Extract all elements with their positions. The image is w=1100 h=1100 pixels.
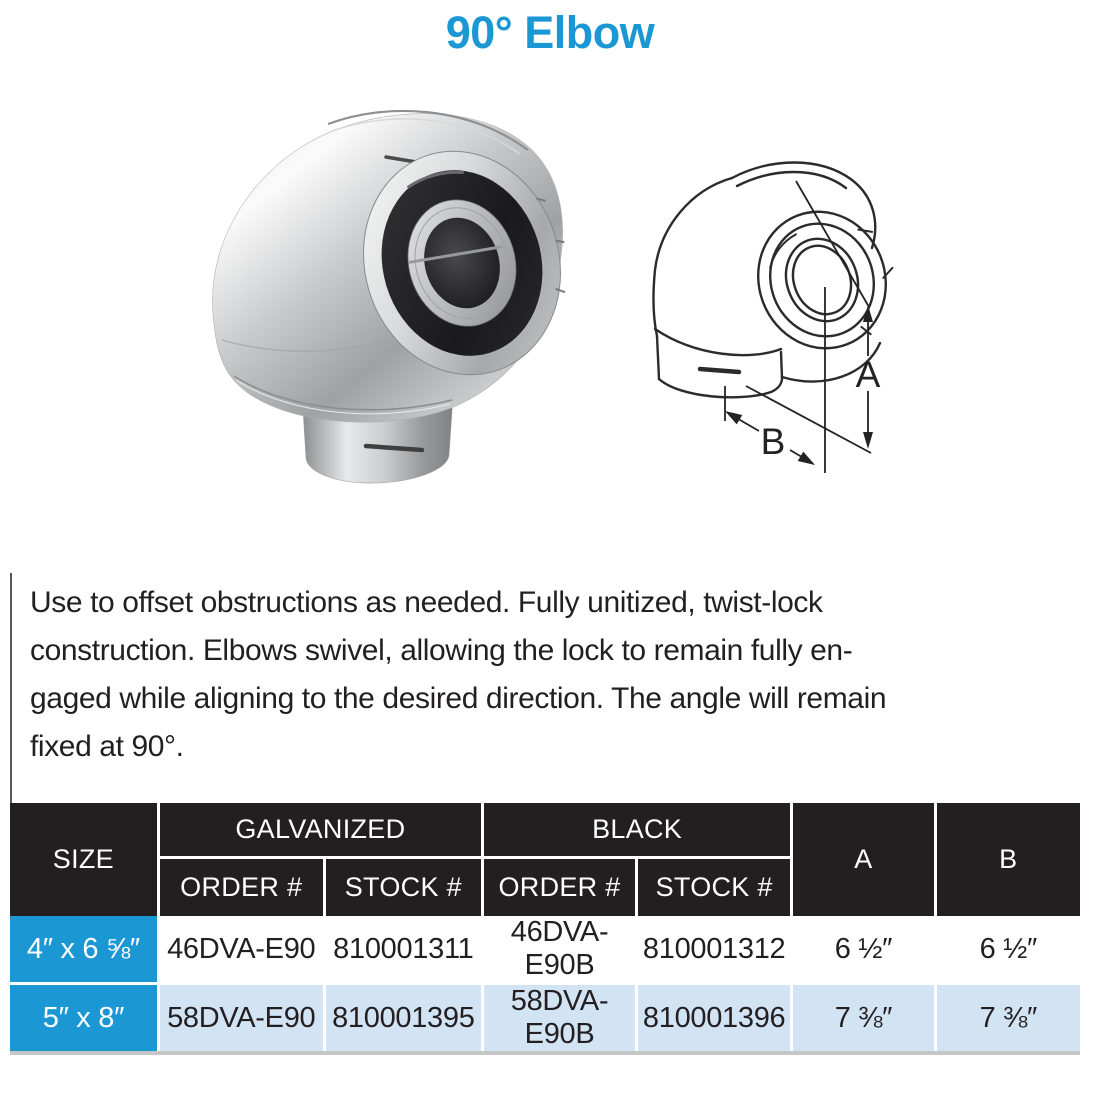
header-galvanized: GALVANIZED bbox=[160, 803, 484, 859]
content-section bbox=[10, 573, 1080, 1055]
cell-size: 4″ x 6 ⅝″ bbox=[10, 916, 160, 982]
header-black-stock: STOCK # bbox=[638, 859, 793, 916]
elbow-diagram-image bbox=[620, 150, 965, 485]
page-title: 90° Elbow bbox=[445, 7, 655, 58]
cell-black-order: 46DVA-E90B bbox=[484, 916, 638, 982]
description-line: gaged while aligning to the desired direction. The angle will remain bbox=[30, 682, 887, 715]
cell-galv-order: 46DVA-E90 bbox=[160, 916, 326, 982]
spec-table bbox=[10, 803, 1080, 1055]
cell-b: 6 ½″ bbox=[937, 916, 1080, 982]
product-photo bbox=[190, 100, 620, 510]
product-diagram bbox=[620, 150, 965, 485]
description-line: Use to offset obstructions as needed. Fully unitized, twist-lock bbox=[30, 586, 823, 619]
cell-galv-stock: 810001395 bbox=[326, 982, 484, 1051]
description-line: construction. Elbows swivel, allowing the lock to remain fully en- bbox=[30, 634, 853, 667]
header-black-order: ORDER # bbox=[484, 859, 638, 916]
dimension-label-b: B bbox=[760, 421, 786, 462]
description-line: fixed at 90°. bbox=[30, 730, 184, 763]
header-b: B bbox=[937, 803, 1080, 916]
cell-galv-stock: 810001311 bbox=[326, 916, 484, 982]
cell-size: 5″ x 8″ bbox=[10, 982, 160, 1051]
cell-black-stock: 810001396 bbox=[638, 982, 793, 1051]
header-a: A bbox=[793, 803, 936, 916]
cell-b: 7 ⅜″ bbox=[937, 982, 1080, 1051]
product-description bbox=[30, 579, 1080, 771]
cell-black-stock: 810001312 bbox=[638, 916, 793, 982]
table-row bbox=[10, 982, 1080, 1051]
cell-black-order: 58DVA-E90B bbox=[484, 982, 638, 1051]
dimension-label-a: A bbox=[855, 354, 881, 395]
table-row bbox=[10, 916, 1080, 982]
elbow-photo-image bbox=[190, 100, 620, 510]
header-size: SIZE bbox=[10, 803, 160, 916]
header-galv-stock: STOCK # bbox=[326, 859, 484, 916]
cell-galv-order: 58DVA-E90 bbox=[160, 982, 326, 1051]
cell-a: 7 ⅜″ bbox=[793, 982, 936, 1051]
header-black: BLACK bbox=[484, 803, 793, 859]
header-galv-order: ORDER # bbox=[160, 859, 326, 916]
cell-a: 6 ½″ bbox=[793, 916, 936, 982]
